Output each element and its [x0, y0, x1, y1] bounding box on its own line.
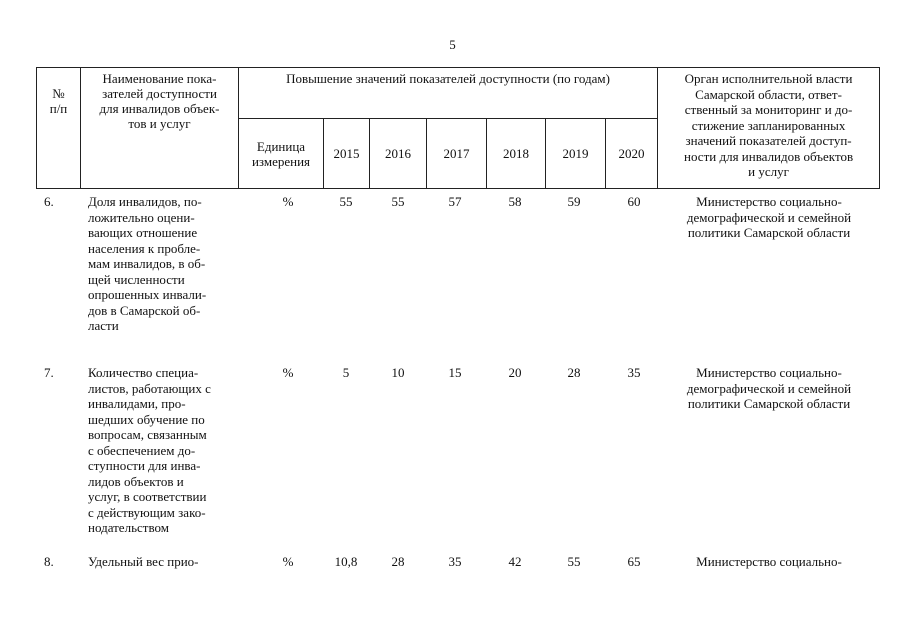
row-value-2017: 35: [448, 554, 462, 569]
header-increase: Повышение значений показателей доступности (по годам): [239, 68, 658, 119]
row-value-2019: 55: [567, 554, 581, 569]
row-value-2016: 10: [391, 365, 405, 380]
row-value-2016: 28: [391, 554, 405, 569]
row-name: Удельный вес прио-: [88, 554, 199, 569]
header-name: Наименование пока- зателей доступности для инвалидов объек- тов и услуг: [81, 68, 239, 189]
row-value-2017: 57: [448, 194, 462, 209]
header-year-2017: 2017: [427, 119, 487, 189]
row-value-2018: 58: [508, 194, 522, 209]
row-organ: Министерство социально-: [696, 554, 842, 569]
row-value-2019: 59: [567, 194, 581, 209]
header-table: [36, 67, 880, 189]
row-value-2020: 65: [627, 554, 641, 569]
row-value-2018: 20: [508, 365, 522, 380]
header-year-2018: 2018: [487, 119, 546, 189]
header-year-2020: 2020: [606, 119, 658, 189]
row-name: Количество специа- листов, работающих с инвалидами, про- шедших обучение по вопросам, связанным с обеспечением до- ступности для инва- лидов объектов и услуг, в соответствии с действующим зако- нодательством: [88, 365, 211, 535]
row-unit: %: [282, 554, 294, 569]
row-value-2015: 10,8: [334, 554, 358, 569]
row-value-2015: 5: [342, 365, 350, 380]
row-organ: Министерство социально- демографической и семейной политики Самарской области: [686, 194, 852, 240]
header-organ: Орган исполнительной власти Самарской области, ответ- ственный за мониторинг и до- стижение запланированных значений показателей доступ- ности для инвалидов объектов и услуг: [658, 68, 880, 189]
header-year-2016: 2016: [370, 119, 427, 189]
row-num: 6.: [44, 194, 54, 209]
row-organ: Министерство социально- демографической и семейной политики Самарской области: [686, 365, 852, 411]
row-value-2016: 55: [391, 194, 405, 209]
row-value-2017: 15: [448, 365, 462, 380]
row-value-2018: 42: [508, 554, 522, 569]
page-number: 5: [449, 37, 456, 52]
row-num: 8.: [44, 554, 54, 569]
row-value-2020: 60: [627, 194, 641, 209]
row-name: Доля инвалидов, по- ложительно оцени- вающих отношение населения к пробле- мам инвалидов, в об- щей численности опрошенных инвали- дов в Самарской об- ласти: [88, 194, 207, 333]
row-value-2019: 28: [567, 365, 581, 380]
row-num: 7.: [44, 365, 54, 380]
row-unit: %: [282, 365, 294, 380]
row-unit: %: [282, 194, 294, 209]
header-year-2015: 2015: [324, 119, 370, 189]
header-year-2019: 2019: [546, 119, 606, 189]
header-unit: Единица измерения: [239, 119, 324, 189]
row-value-2020: 35: [627, 365, 641, 380]
header-num: № п/п: [37, 68, 81, 189]
row-value-2015: 55: [339, 194, 353, 209]
